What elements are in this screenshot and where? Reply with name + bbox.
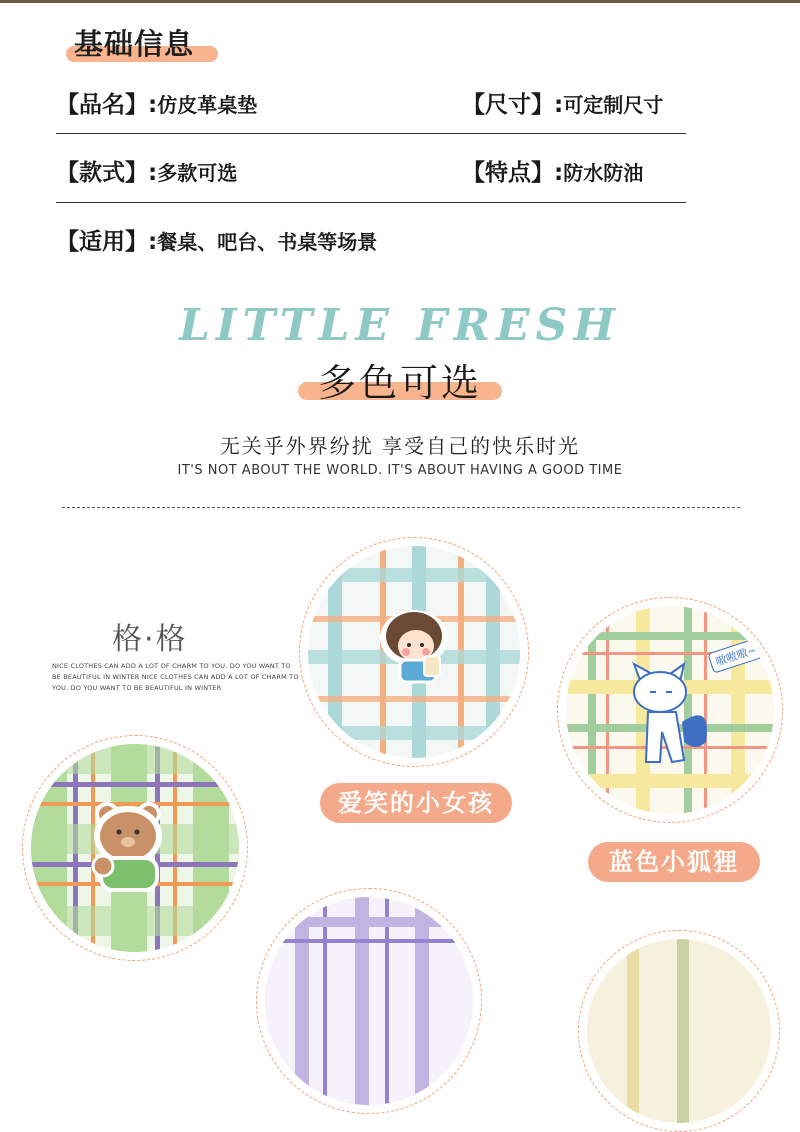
- plaid-pattern-svg: [31, 744, 239, 952]
- divider-line: [56, 202, 686, 203]
- info-name-label: 【品名】:: [56, 92, 158, 118]
- info-use: [56, 223, 377, 256]
- divider-line: [56, 133, 686, 134]
- slogan-english: IT'S NOT ABOUT THE WORLD. IT'S ABOUT HAVING A GOOD TIME: [177, 463, 623, 478]
- product-circle-girl[interactable]: [299, 537, 529, 767]
- multi-color-title: [300, 352, 500, 404]
- section-title: [62, 22, 222, 66]
- product-circle-purple[interactable]: [256, 888, 482, 1114]
- plaid-pattern: [587, 939, 771, 1123]
- girl-illustration: [380, 610, 448, 682]
- product-circle-fox[interactable]: [557, 597, 783, 823]
- info-feature-label: 【特点】:: [462, 160, 564, 186]
- plaid-pattern: [265, 897, 473, 1105]
- info-size: [462, 86, 663, 119]
- plaid-pattern-svg: [587, 939, 771, 1123]
- gege-description: NICE CLOTHES CAN ADD A LOT OF CHARM TO YOU. DO YOU WANT TO BE BEAUTIFUL IN WINTER NICE CLOTHES CAN ADD A LOT OF CHARM TO YOU. DO YOU WANT TO BE BEAUTIFUL IN WINTER: [52, 662, 299, 692]
- gege-title: 格·格: [112, 622, 188, 657]
- girl-label: 爱笑的小女孩: [320, 783, 512, 823]
- dashed-divider: [62, 507, 740, 508]
- slogan-chinese: 无关乎外界纷扰 享受自己的快乐时光: [219, 434, 581, 458]
- plaid-pattern-svg: [308, 546, 520, 758]
- info-style-value: 多款可选: [157, 161, 238, 185]
- section-title-text: 基础信息: [74, 27, 195, 61]
- info-style-label: 【款式】:: [56, 160, 158, 186]
- top-border: [0, 0, 800, 3]
- plaid-pattern: [308, 546, 520, 758]
- fox-speech-text: 嗷嗷嗷~: [713, 643, 759, 669]
- info-name-value: 仿皮革桌垫: [157, 93, 258, 117]
- plaid-pattern-svg: [265, 897, 473, 1105]
- bear-illustration: [93, 802, 162, 890]
- info-use-label: 【适用】:: [56, 229, 158, 255]
- info-feature-value: 防水防油: [563, 161, 644, 185]
- little-fresh-heading: LITTLE FRESH: [179, 300, 621, 351]
- product-circle-bear[interactable]: [22, 735, 248, 961]
- info-size-value: 可定制尺寸: [563, 93, 664, 117]
- info-use-value: 餐桌、吧台、书桌等场景: [157, 230, 378, 254]
- multi-color-title-text: 多色可选: [317, 361, 482, 405]
- plaid-pattern: [566, 606, 774, 814]
- plaid-pattern: [31, 744, 239, 952]
- product-circle-extra[interactable]: [578, 930, 780, 1132]
- info-style: [56, 154, 237, 187]
- plaid-pattern-svg: [566, 606, 774, 814]
- fox-label: 蓝色小狐狸: [588, 842, 760, 882]
- info-size-label: 【尺寸】:: [462, 92, 564, 118]
- info-feature: [462, 154, 643, 187]
- info-name: [56, 86, 257, 119]
